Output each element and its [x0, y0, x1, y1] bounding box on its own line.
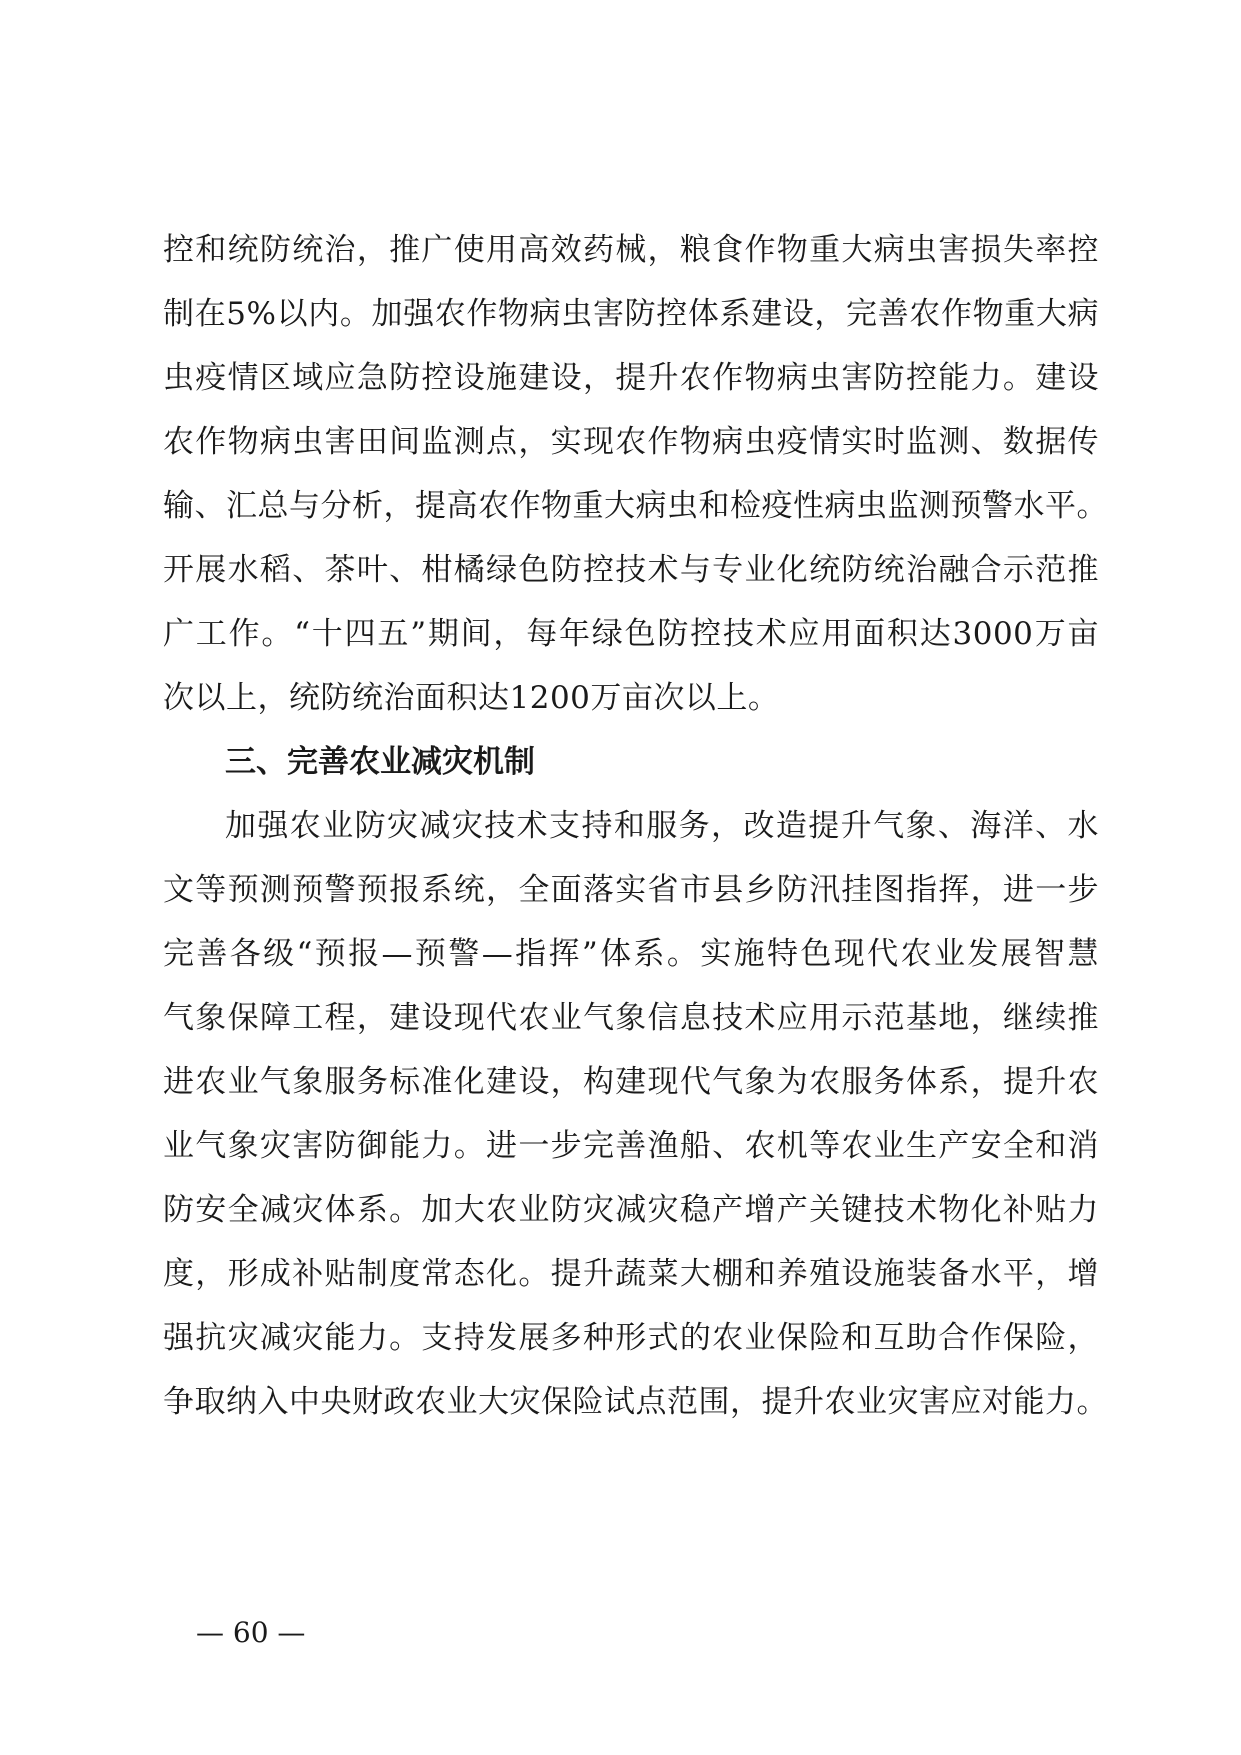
text-line: 控和统防统治，推广使用高效药械，粮食作物重大病虫害损失率控 [163, 232, 1099, 268]
text-line: 气象保障工程，建设现代农业气象信息技术应用示范基地，继续推 [163, 1000, 1099, 1036]
text-line: 文等预测预警预报系统，全面落实省市县乡防汛挂图指挥，进一步 [163, 872, 1099, 908]
text-line: 业气象灾害防御能力。进一步完善渔船、农机等农业生产安全和消 [163, 1128, 1099, 1164]
text-line: 争取纳入中央财政农业大灾保险试点范围，提升农业灾害应对能力。 [163, 1384, 1108, 1420]
text-line: 强抗灾减灾能力。支持发展多种形式的农业保险和互助合作保险， [163, 1320, 1099, 1356]
paragraph-disaster-reduction [163, 794, 1108, 1434]
text-line: 制在5%以内。加强农作物病虫害防控体系建设，完善农作物重大病 [163, 296, 1099, 332]
section-heading: 三、完善农业减灾机制 [225, 744, 535, 780]
text-line: 度，形成补贴制度常态化。提升蔬菜大棚和养殖设施装备水平，增 [163, 1256, 1099, 1292]
text-line: 进农业气象服务标准化建设，构建现代气象为农服务体系，提升农 [163, 1064, 1099, 1100]
text-line: 完善各级“预报—预警—指挥”体系。实施特色现代农业发展智慧 [163, 936, 1099, 972]
body-text [163, 218, 1108, 1434]
text-line: 虫疫情区域应急防控设施建设，提升农作物病虫害防控能力。建设 [163, 360, 1099, 396]
text-line: 农作物病虫害田间监测点，实现农作物病虫疫情实时监测、数据传 [163, 424, 1099, 460]
text-line: 防安全减灾体系。加大农业防灾减灾稳产增产关键技术物化补贴力 [163, 1192, 1099, 1228]
page-number: — 60 — [196, 1616, 306, 1649]
paragraph-pest-control [163, 218, 1108, 730]
text-line: 广工作。“十四五”期间，每年绿色防控技术应用面积达3000万亩 [163, 616, 1099, 652]
text-line: 加强农业防灾减灾技术支持和服务，改造提升气象、海洋、水 [225, 808, 1099, 844]
text-line: 开展水稻、茶叶、柑橘绿色防控技术与专业化统防统治融合示范推 [163, 552, 1099, 588]
text-line: 次以上，统防统治面积达1200万亩次以上。 [163, 680, 780, 716]
text-line: 输、汇总与分析，提高农作物重大病虫和检疫性病虫监测预警水平。 [163, 488, 1108, 524]
